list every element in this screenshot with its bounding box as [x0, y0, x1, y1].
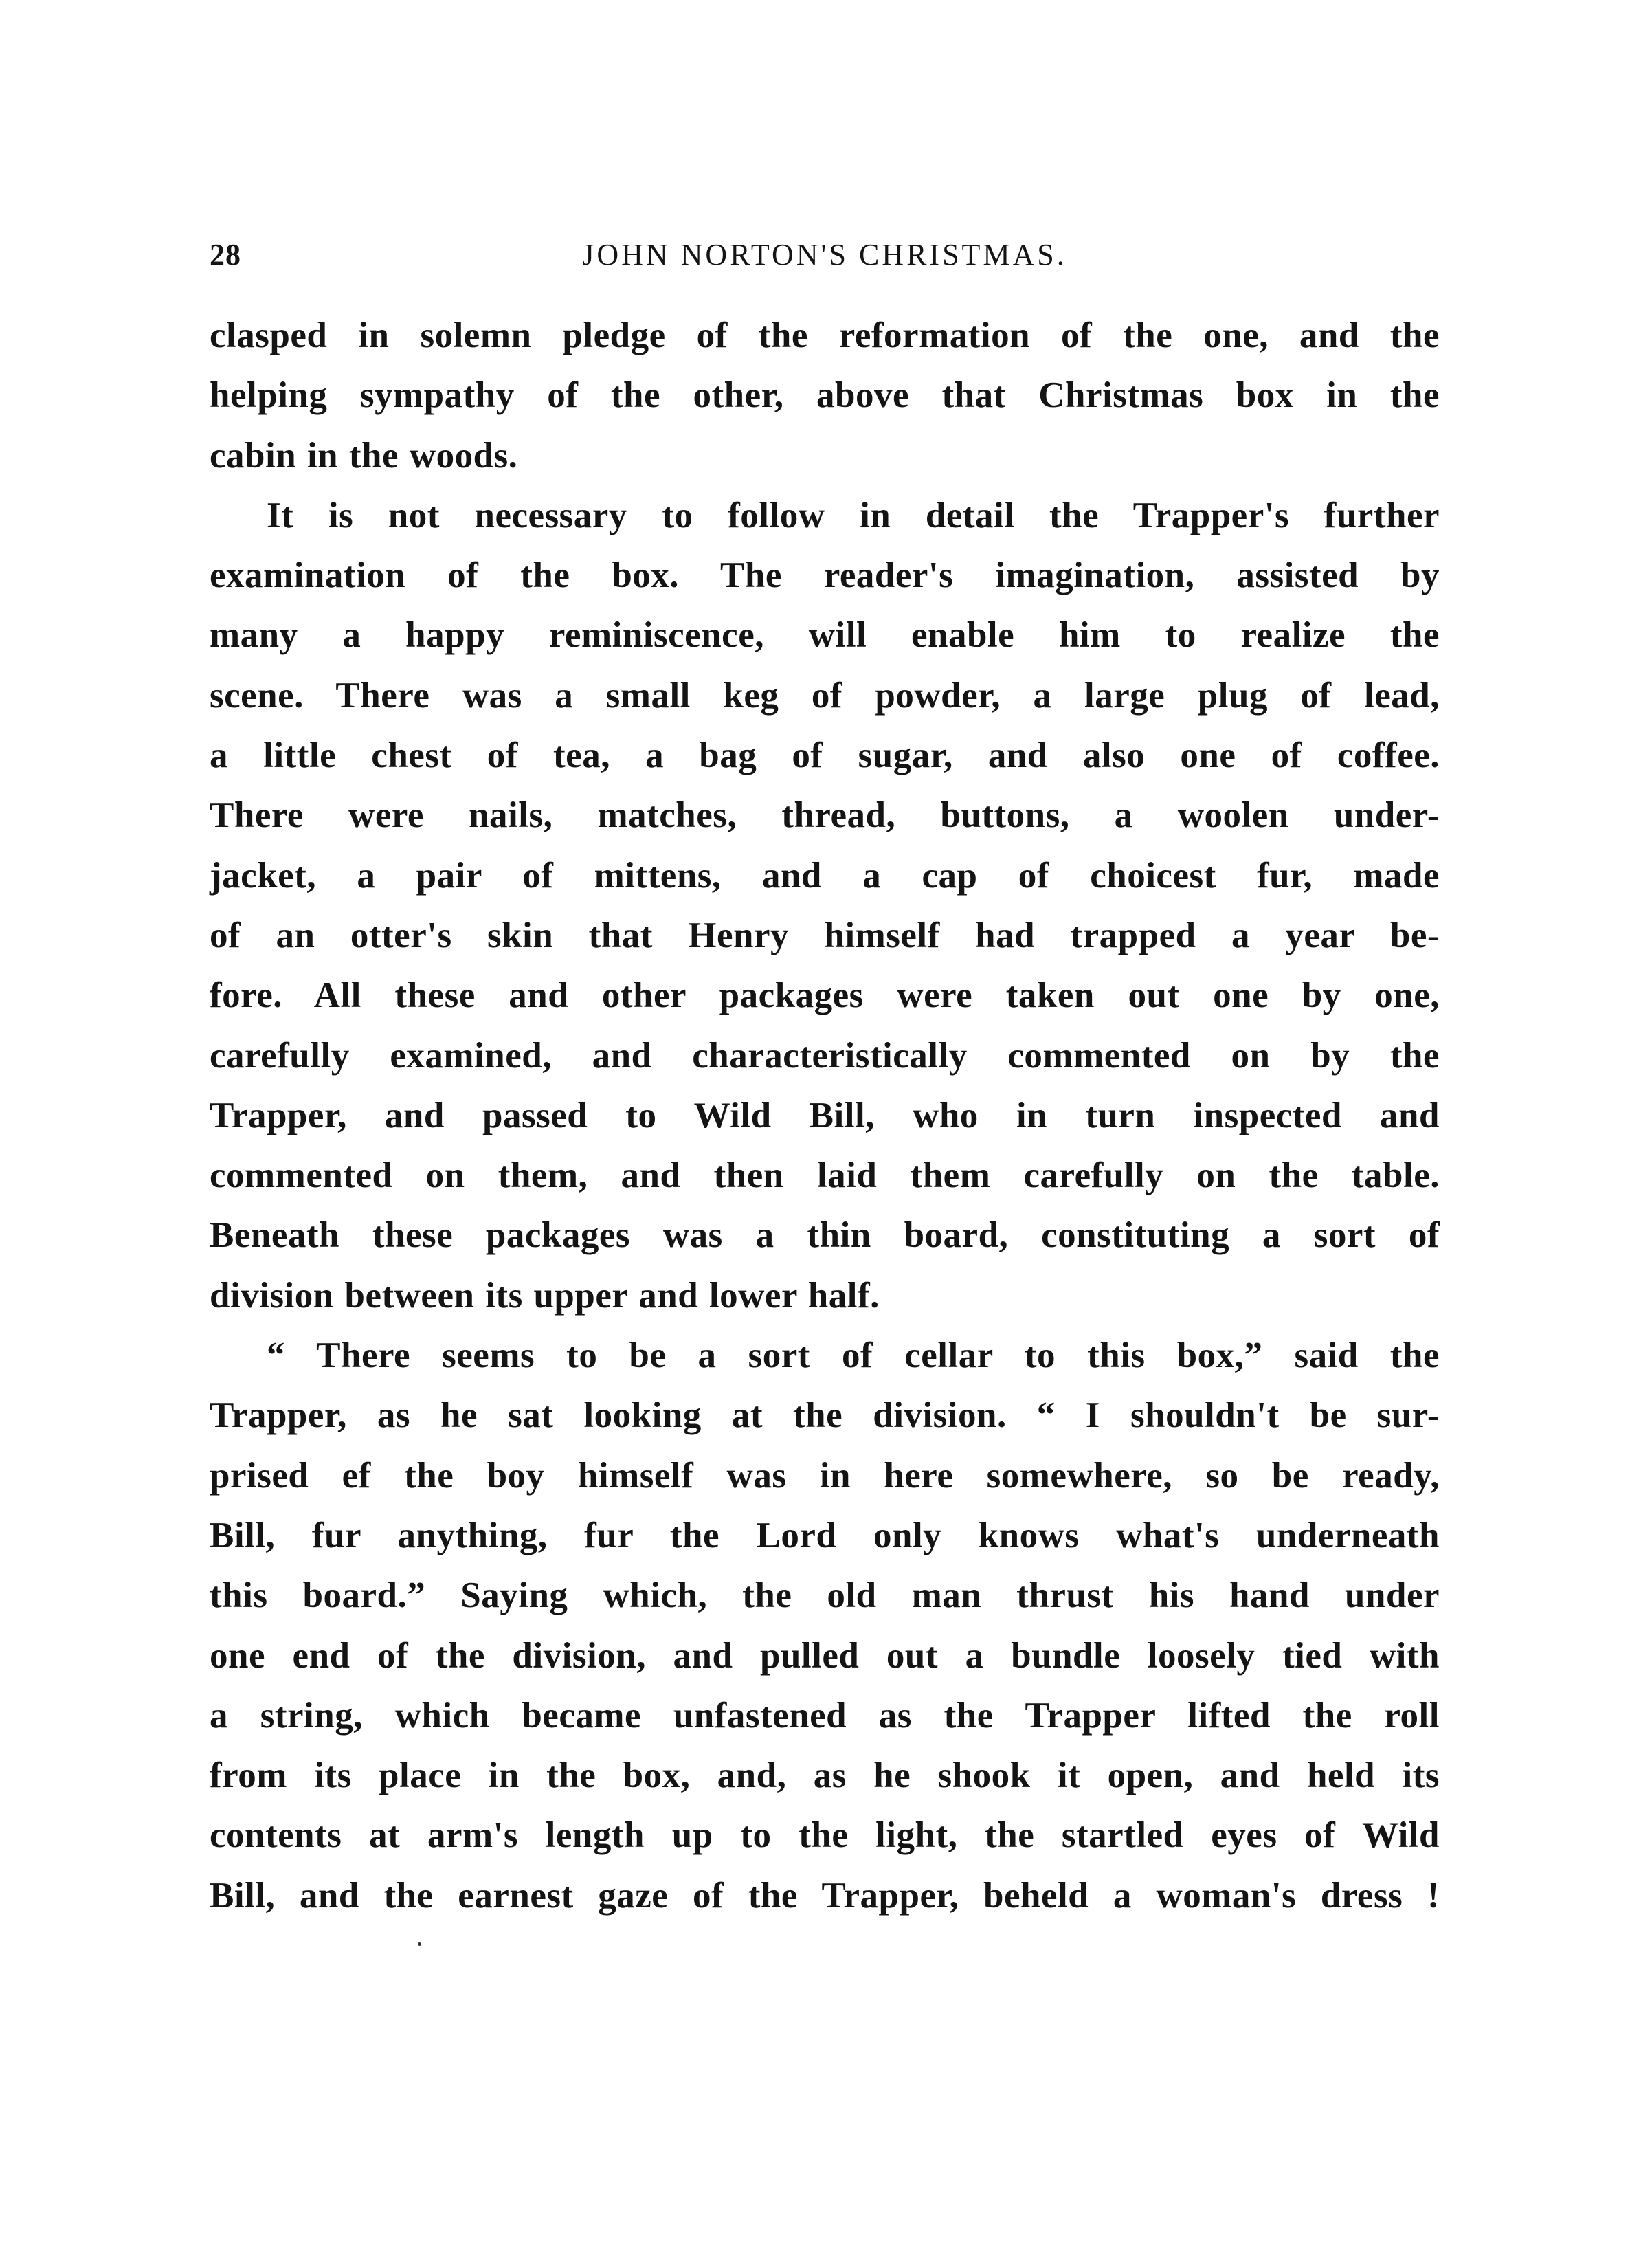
- paragraph-3: [210, 1326, 1440, 1926]
- running-title: JOHN NORTON'S CHRISTMAS.: [582, 238, 1067, 272]
- text-line: this board.” Saying which, the old man thrust his hand under: [210, 1575, 1440, 1616]
- text-line: from its place in the box, and, as he shook it open, and held its: [210, 1755, 1440, 1796]
- text-line: commented on them, and then laid them carefully on the table.: [210, 1155, 1440, 1196]
- paragraph-2: [210, 486, 1440, 1326]
- text-line: scene. There was a small keg of powder, a large plug of lead,: [210, 675, 1440, 716]
- text-line: There were nails, matches, thread, buttons, a woolen under-: [210, 795, 1440, 836]
- text-line: a string, which became unfastened as the Trapper lifted the roll: [210, 1695, 1440, 1736]
- text-line: Beneath these packages was a thin board, constituting a sort of: [210, 1215, 1440, 1256]
- text-line: fore. All these and other packages were taken out one by one,: [210, 975, 1440, 1016]
- text-line: many a happy reminiscence, will enable him to realize the: [210, 615, 1440, 656]
- ink-speck: [418, 1942, 421, 1946]
- page-header: [210, 237, 1440, 278]
- text-line: examination of the box. The reader's imagination, assisted by: [210, 555, 1440, 596]
- paragraph-1: [210, 306, 1440, 486]
- text-line: Bill, and the earnest gaze of the Trapper, beheld a woman's dress !: [210, 1875, 1440, 1916]
- text-line: Bill, fur anything, fur the Lord only knows what's underneath: [210, 1515, 1440, 1555]
- text-line: carefully examined, and characteristically commented on by the: [210, 1035, 1440, 1076]
- text-line: prised ef the boy himself was in here somewhere, so be ready,: [210, 1455, 1440, 1496]
- body-text: [210, 306, 1440, 1926]
- page-number: 28: [210, 238, 241, 272]
- text-line: cabin in the woods.: [210, 435, 518, 476]
- text-line: division between its upper and lower half.: [210, 1275, 880, 1316]
- text-line: jacket, a pair of mittens, and a cap of choicest fur, made: [210, 855, 1440, 896]
- text-line: Trapper, as he sat looking at the division. “ I shouldn't be sur-: [210, 1395, 1440, 1436]
- text-line: “ There seems to be a sort of cellar to this box,” said the: [267, 1336, 1440, 1376]
- text-line: one end of the division, and pulled out a bundle loosely tied with: [210, 1635, 1440, 1676]
- text-line: helping sympathy of the other, above that Christmas box in the: [210, 375, 1440, 416]
- text-line: a little chest of tea, a bag of sugar, and also one of coffee.: [210, 735, 1440, 776]
- text-line: clasped in solemn pledge of the reformation of the one, and the: [210, 315, 1440, 355]
- text-line: Trapper, and passed to Wild Bill, who in turn inspected and: [210, 1095, 1440, 1135]
- text-line: contents at arm's length up to the light, the startled eyes of Wild: [210, 1815, 1440, 1856]
- text-line: of an otter's skin that Henry himself had trapped a year be-: [210, 915, 1440, 955]
- text-line: It is not necessary to follow in detail the Trapper's further: [267, 495, 1440, 535]
